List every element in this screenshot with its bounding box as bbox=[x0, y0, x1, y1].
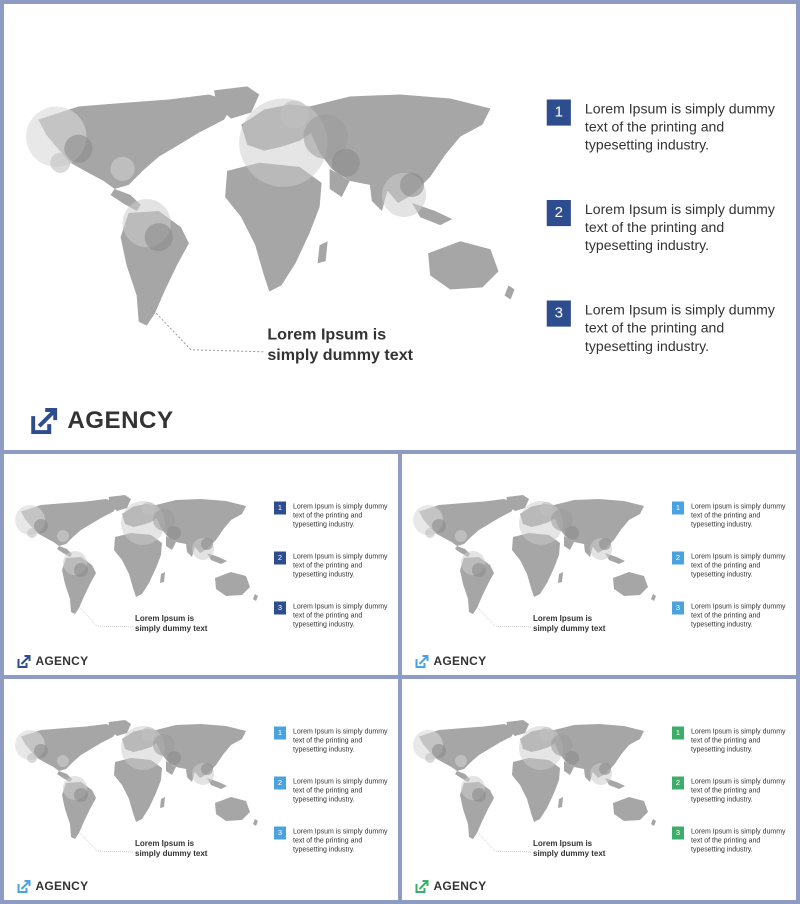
agency-logo bbox=[18, 879, 118, 894]
number-badge: 3 bbox=[274, 827, 286, 840]
list-item-text: Lorem Ipsum is simply dummy text of the printing and typesetting industry. bbox=[691, 502, 786, 528]
number-badge: 2 bbox=[274, 552, 286, 565]
world-map bbox=[11, 719, 266, 859]
map-callout bbox=[533, 614, 633, 634]
slide-content bbox=[4, 4, 796, 448]
callout-line-2: simply dummy text bbox=[135, 624, 208, 633]
list-item-text: Lorem Ipsum is simply dummy text of the printing and typesetting industry. bbox=[293, 552, 388, 578]
callout-line-2: simply dummy text bbox=[267, 346, 414, 364]
slide-thumbnail[interactable] bbox=[402, 454, 796, 675]
slide-content bbox=[4, 454, 398, 675]
list-item-text: Lorem Ipsum is simply dummy text of the printing and typesetting industry. bbox=[584, 200, 775, 254]
number-badge: 1 bbox=[672, 727, 684, 740]
callout-leader-line bbox=[77, 830, 133, 852]
callout-leader-line bbox=[475, 605, 531, 627]
callout-line-1: Lorem Ipsum is bbox=[135, 614, 195, 623]
list-item-text: Lorem Ipsum is simply dummy text of the printing and typesetting industry. bbox=[691, 727, 786, 753]
list-item-text: Lorem Ipsum is simply dummy text of the printing and typesetting industry. bbox=[691, 777, 786, 803]
number-badge: 2 bbox=[672, 777, 684, 790]
slide-thumbnail[interactable] bbox=[4, 679, 398, 900]
logo-icon bbox=[31, 408, 57, 434]
world-map bbox=[11, 494, 266, 634]
agency-logo bbox=[18, 654, 118, 669]
list-item bbox=[274, 502, 394, 532]
list-item bbox=[547, 200, 788, 260]
list-item-text: Lorem Ipsum is simply dummy text of the printing and typesetting industry. bbox=[293, 827, 388, 853]
slide-content bbox=[4, 679, 398, 900]
world-map bbox=[18, 84, 531, 365]
logo-text: AGENCY bbox=[433, 654, 487, 668]
callout-leader-line bbox=[475, 830, 531, 852]
callout-line-2: simply dummy text bbox=[135, 849, 208, 858]
callout-line-1: Lorem Ipsum is bbox=[533, 614, 593, 623]
list-item bbox=[672, 727, 792, 757]
list-item bbox=[547, 99, 788, 159]
slide-thumbnail[interactable] bbox=[4, 4, 796, 450]
list-item bbox=[274, 727, 394, 757]
number-badge: 1 bbox=[274, 727, 286, 740]
list-item bbox=[672, 552, 792, 582]
list-item bbox=[672, 777, 792, 807]
callout-leader-line bbox=[77, 605, 133, 627]
number-badge: 3 bbox=[672, 602, 684, 615]
callout-line-2: simply dummy text bbox=[533, 849, 606, 858]
list-item-text: Lorem Ipsum is simply dummy text of the printing and typesetting industry. bbox=[584, 100, 775, 153]
map-callout bbox=[135, 839, 235, 859]
callout-line-1: Lorem Ipsum is bbox=[267, 326, 387, 344]
agency-logo bbox=[416, 654, 516, 669]
list-item-text: Lorem Ipsum is simply dummy text of the printing and typesetting industry. bbox=[584, 301, 775, 354]
list-item-text: Lorem Ipsum is simply dummy text of the printing and typesetting industry. bbox=[691, 552, 786, 578]
list-item bbox=[547, 300, 788, 360]
list-item-text: Lorem Ipsum is simply dummy text of the printing and typesetting industry. bbox=[293, 777, 388, 803]
logo-text: AGENCY bbox=[433, 879, 487, 893]
world-map bbox=[409, 494, 664, 634]
number-badge: 2 bbox=[672, 552, 684, 565]
map-callout bbox=[267, 326, 468, 366]
number-badge: 1 bbox=[672, 502, 684, 515]
list-item bbox=[274, 602, 394, 632]
agency-logo bbox=[31, 406, 232, 436]
list-item bbox=[672, 827, 792, 857]
logo-text: AGENCY bbox=[35, 879, 89, 893]
list-item bbox=[274, 552, 394, 582]
logo-icon bbox=[416, 655, 429, 668]
logo-icon bbox=[18, 880, 31, 893]
number-badge: 3 bbox=[672, 827, 684, 840]
callout-line-1: Lorem Ipsum is bbox=[533, 839, 593, 848]
number-badge: 3 bbox=[547, 300, 571, 326]
list-item-text: Lorem Ipsum is simply dummy text of the printing and typesetting industry. bbox=[293, 602, 388, 628]
list-item bbox=[672, 602, 792, 632]
callout-line-1: Lorem Ipsum is bbox=[135, 839, 195, 848]
logo-text: AGENCY bbox=[35, 654, 89, 668]
logo-icon bbox=[18, 655, 31, 668]
list-item-text: Lorem Ipsum is simply dummy text of the printing and typesetting industry. bbox=[293, 727, 388, 753]
slide-content bbox=[402, 679, 796, 900]
number-badge: 2 bbox=[274, 777, 286, 790]
agency-logo bbox=[416, 879, 516, 894]
callout-line-2: simply dummy text bbox=[533, 624, 606, 633]
world-map bbox=[409, 719, 664, 859]
map-callout bbox=[135, 614, 235, 634]
callout-leader-line bbox=[151, 308, 264, 352]
logo-icon bbox=[416, 880, 429, 893]
slide-thumbnail[interactable] bbox=[4, 454, 398, 675]
slide-thumbnail[interactable] bbox=[402, 679, 796, 900]
number-badge: 1 bbox=[274, 502, 286, 515]
list-item-text: Lorem Ipsum is simply dummy text of the printing and typesetting industry. bbox=[691, 602, 786, 628]
number-badge: 2 bbox=[547, 200, 571, 226]
slide-content bbox=[402, 454, 796, 675]
number-badge: 3 bbox=[274, 602, 286, 615]
list-item bbox=[672, 502, 792, 532]
map-callout bbox=[533, 839, 633, 859]
number-badge: 1 bbox=[547, 99, 571, 125]
list-item-text: Lorem Ipsum is simply dummy text of the printing and typesetting industry. bbox=[293, 502, 388, 528]
list-item-text: Lorem Ipsum is simply dummy text of the printing and typesetting industry. bbox=[691, 827, 786, 853]
list-item bbox=[274, 827, 394, 857]
list-item bbox=[274, 777, 394, 807]
logo-text: AGENCY bbox=[67, 407, 174, 435]
